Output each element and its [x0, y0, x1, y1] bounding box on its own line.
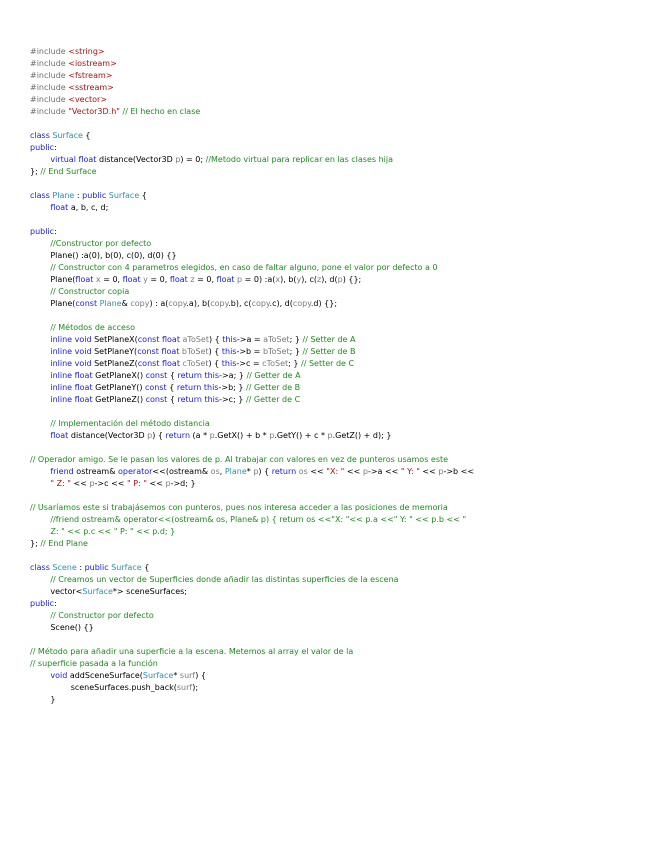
code-token-normal: = 0, — [194, 275, 217, 284]
code-token-comment: // Getter de A — [246, 371, 301, 380]
code-token-string: <iostream> — [68, 59, 117, 68]
code-token-normal: .GetX() + b * — [214, 431, 270, 440]
code-token-normal: << — [419, 467, 439, 476]
code-line — [30, 250, 645, 262]
code-line — [30, 430, 645, 442]
code-token-normal: ->b << — [443, 467, 475, 476]
code-token-normal: ) {}; — [342, 275, 362, 284]
code-token-string: <sstream> — [68, 83, 114, 92]
code-token-comment: Z: " << p.c << " P: " << p.d; } — [50, 527, 176, 536]
code-line — [30, 358, 645, 370]
code-listing — [30, 46, 645, 706]
code-token-comment: // End Surface — [40, 167, 97, 176]
code-token-preproc: #include — [30, 83, 69, 92]
code-line — [30, 586, 645, 598]
code-token-normal: ) = 0; — [180, 155, 206, 164]
code-token-normal: .a), b( — [186, 299, 211, 308]
code-token-keyword: class — [30, 563, 53, 572]
code-token-normal: : — [54, 227, 57, 236]
code-token-comment: // Implementación del método distancia — [50, 419, 210, 428]
code-token-normal: ), c( — [301, 275, 317, 284]
code-token-param: copy — [130, 299, 150, 308]
code-token-normal: GetPlaneX() — [95, 371, 146, 380]
code-token-keyword: inline void — [50, 347, 95, 356]
code-token-param: p — [165, 479, 171, 488]
code-line — [30, 610, 645, 622]
code-token-normal: ) { — [195, 671, 207, 680]
code-token-comment: // Métodos de acceso — [50, 323, 136, 332]
code-line — [30, 490, 645, 502]
code-token-keyword: const — [75, 299, 100, 308]
code-token-normal: a, b, c, d; — [70, 203, 109, 212]
code-token-param: p — [438, 467, 444, 476]
code-line — [30, 202, 645, 214]
code-line — [30, 262, 645, 274]
code-token-normal: ->b; } — [218, 383, 247, 392]
code-line — [30, 526, 645, 538]
code-token-keyword: float — [50, 203, 71, 212]
code-token-string: " Y: " — [400, 467, 420, 476]
code-token-param: cToSet — [262, 359, 289, 368]
code-token-normal: << — [70, 479, 90, 488]
code-token-normal — [30, 203, 50, 212]
code-token-param: z — [190, 275, 195, 284]
code-token-param: p — [209, 431, 215, 440]
code-token-normal — [30, 287, 50, 296]
code-token-param: x — [275, 275, 281, 284]
code-token-normal: <<(ostream& — [152, 467, 211, 476]
code-token-keyword: return this — [177, 371, 220, 380]
code-token-keyword: this — [221, 347, 237, 356]
code-line — [30, 178, 645, 190]
code-line — [30, 82, 645, 94]
code-line — [30, 298, 645, 310]
code-token-keyword: float — [122, 275, 144, 284]
code-token-normal: ->d; } — [170, 479, 196, 488]
code-line — [30, 658, 645, 670]
code-token-type: Surface — [52, 131, 83, 140]
code-line — [30, 130, 645, 142]
code-token-comment: // End Plane — [40, 539, 88, 548]
code-token-string: <vector> — [68, 95, 108, 104]
code-token-preproc: #include — [30, 71, 69, 80]
code-line — [30, 538, 645, 550]
code-token-keyword: inline float — [50, 371, 96, 380]
code-token-preproc: #include — [30, 107, 69, 116]
code-token-normal — [30, 371, 50, 380]
code-token-keyword: class — [30, 131, 53, 140]
code-token-normal: ) { — [258, 467, 272, 476]
code-token-normal — [30, 335, 50, 344]
code-line — [30, 286, 645, 298]
code-line — [30, 478, 645, 490]
code-line — [30, 442, 645, 454]
code-token-keyword: this — [221, 359, 237, 368]
code-token-param: p — [327, 431, 333, 440]
code-line — [30, 454, 645, 466]
code-token-normal: << — [147, 479, 166, 488]
code-token-keyword: operator — [118, 467, 153, 476]
code-token-normal: }; — [30, 539, 41, 548]
code-token-normal: * — [173, 671, 180, 680]
code-token-param: copy — [210, 299, 229, 308]
code-token-keyword: public — [30, 599, 55, 608]
code-token-normal: ; } — [289, 347, 303, 356]
code-token-keyword: this — [222, 335, 237, 344]
code-token-normal: addSceneSurface( — [69, 671, 143, 680]
code-token-normal: *> sceneSurfaces; — [112, 587, 187, 596]
code-line — [30, 154, 645, 166]
code-token-normal: .d) {}; — [310, 299, 338, 308]
code-token-normal: ) : a( — [149, 299, 169, 308]
code-token-param: copy — [251, 299, 270, 308]
code-line — [30, 310, 645, 322]
code-token-param: y — [296, 275, 302, 284]
code-token-keyword: inline float — [50, 383, 96, 392]
code-token-normal: distance(Vector3D — [70, 431, 148, 440]
code-line — [30, 322, 645, 334]
code-token-comment: // Getter de B — [246, 383, 301, 392]
code-line — [30, 166, 645, 178]
code-token-keyword: public — [84, 563, 112, 572]
code-token-param: p — [362, 467, 368, 476]
code-line — [30, 598, 645, 610]
code-token-normal: Scene() {} — [30, 623, 94, 632]
code-token-normal: ; } — [288, 359, 302, 368]
code-token-keyword: class — [30, 191, 53, 200]
code-token-normal: { — [166, 383, 177, 392]
code-token-keyword: const — [145, 395, 168, 404]
code-token-param: aToSet — [182, 335, 209, 344]
code-token-type: Plane — [224, 467, 247, 476]
code-token-normal: : — [54, 143, 57, 152]
code-token-normal: = 0, — [147, 275, 170, 284]
code-line — [30, 646, 645, 658]
code-line — [30, 46, 645, 58]
code-token-keyword: const — [145, 383, 167, 392]
code-line — [30, 274, 645, 286]
code-token-normal: & — [121, 299, 131, 308]
code-token-keyword: float — [216, 275, 238, 284]
code-token-comment: // Creamos un vector de Superficies donde añadir las distintas superficies de la escena — [50, 575, 399, 584]
code-line — [30, 394, 645, 406]
code-token-normal: = 0) :a( — [242, 275, 276, 284]
code-token-type: Surface — [111, 563, 142, 572]
code-line — [30, 382, 645, 394]
code-line — [30, 190, 645, 202]
code-token-keyword: return — [165, 431, 191, 440]
code-line — [30, 574, 645, 586]
code-token-keyword: float — [75, 275, 96, 284]
code-token-comment: // Constructor con 4 parametros elegidos, en caso de faltar alguno, pone el valor por defecto a 0 — [50, 263, 438, 272]
code-token-normal — [30, 239, 50, 248]
code-token-keyword: void — [50, 671, 70, 680]
code-token-keyword: float — [169, 275, 191, 284]
code-token-normal — [30, 155, 50, 164]
code-token-keyword: return this — [176, 383, 219, 392]
code-token-comment: //Constructor por defecto — [50, 239, 152, 248]
code-token-keyword: public — [82, 191, 109, 200]
code-token-normal: ->c; } — [219, 395, 246, 404]
code-token-param: cToSet — [182, 359, 209, 368]
code-token-string: "Vector3D.h" — [68, 107, 120, 116]
code-token-normal: .GetZ() + d); } — [332, 431, 392, 440]
code-token-normal: SetPlaneZ( — [94, 359, 138, 368]
code-token-param: p — [269, 431, 275, 440]
code-token-normal — [30, 611, 50, 620]
code-token-param: z — [317, 275, 322, 284]
code-token-normal: ->b = — [236, 347, 263, 356]
code-token-comment: // Usaríamos este si trabajásemos con punteros, pues nos interesa acceder a las posiciones de memoria — [30, 503, 448, 512]
code-token-normal: { — [139, 191, 147, 200]
code-token-param: p — [237, 275, 243, 284]
code-token-string: "X: " — [326, 467, 345, 476]
code-token-normal: .GetY() + c * — [274, 431, 328, 440]
code-line — [30, 622, 645, 634]
code-token-normal: << — [344, 467, 363, 476]
code-token-type: Plane — [99, 299, 122, 308]
code-token-type: Surface — [142, 671, 174, 680]
code-token-string: <fstream> — [68, 71, 113, 80]
code-token-comment: // Método para añadir una superficie a la escena. Metemos al array el valor de la — [30, 647, 354, 656]
code-token-normal: { — [141, 563, 150, 572]
code-line — [30, 238, 645, 250]
code-token-normal — [30, 467, 50, 476]
code-token-param: surf — [179, 671, 196, 680]
code-token-normal: ostream& — [76, 467, 119, 476]
code-token-keyword: public — [30, 227, 55, 236]
code-line — [30, 562, 645, 574]
code-token-normal — [30, 323, 50, 332]
code-token-normal: : — [76, 563, 85, 572]
code-line — [30, 502, 645, 514]
code-line — [30, 214, 645, 226]
code-token-comment: // Setter de B — [302, 347, 356, 356]
code-line — [30, 406, 645, 418]
code-token-normal — [30, 527, 50, 536]
code-token-keyword: public — [30, 143, 55, 152]
code-token-keyword: inline void — [50, 359, 95, 368]
code-token-comment: // Setter de A — [302, 335, 356, 344]
code-token-normal: << — [307, 467, 327, 476]
code-token-param: p — [253, 467, 259, 476]
code-token-param: os — [210, 467, 220, 476]
code-token-type: Scene — [52, 563, 77, 572]
code-token-normal: ) { — [152, 431, 166, 440]
code-token-string: " P: " — [127, 479, 147, 488]
code-line — [30, 670, 645, 682]
code-line — [30, 106, 645, 118]
code-token-keyword: float — [50, 431, 71, 440]
code-token-normal: SetPlaneY( — [94, 347, 138, 356]
code-token-param: aToSet — [263, 335, 290, 344]
code-token-normal: ; } — [289, 335, 303, 344]
code-token-normal: Plane( — [30, 275, 76, 284]
code-token-normal: ) { — [208, 359, 222, 368]
code-token-comment: // Getter de C — [245, 395, 301, 404]
code-token-normal — [30, 395, 50, 404]
code-line — [30, 118, 645, 130]
code-token-normal: .c), d( — [269, 299, 293, 308]
code-line — [30, 334, 645, 346]
code-token-normal — [30, 347, 50, 356]
code-token-param: p — [147, 431, 153, 440]
code-line — [30, 370, 645, 382]
code-token-normal: ->c = — [236, 359, 263, 368]
code-line — [30, 634, 645, 646]
code-line — [30, 694, 645, 706]
code-token-normal: , — [219, 467, 225, 476]
code-line — [30, 142, 645, 154]
code-token-normal: ) { — [208, 347, 222, 356]
code-line — [30, 418, 645, 430]
code-token-normal: sceneSurfaces.push_back( — [30, 683, 177, 692]
code-token-param: x — [95, 275, 101, 284]
code-token-normal: Plane() :a(0), b(0), c(0), d(0) {} — [30, 251, 177, 260]
code-token-keyword: virtual float — [50, 155, 99, 164]
code-token-keyword: inline float — [50, 395, 96, 404]
code-line — [30, 346, 645, 358]
code-token-preproc: #include — [30, 59, 69, 68]
code-token-param: bToSet — [181, 347, 209, 356]
code-line — [30, 226, 645, 238]
code-token-normal: { — [82, 131, 91, 140]
code-token-param: surf — [176, 683, 193, 692]
code-token-keyword: const float — [137, 347, 182, 356]
code-token-comment: //Metodo virtual para replicar en las clases hija — [205, 155, 394, 164]
code-token-normal — [30, 419, 50, 428]
code-token-normal: ), b( — [280, 275, 297, 284]
code-token-param: copy — [168, 299, 187, 308]
code-token-normal — [30, 479, 50, 488]
code-token-type: Surface — [82, 587, 113, 596]
code-token-string: <string> — [68, 47, 105, 56]
code-line — [30, 550, 645, 562]
code-token-keyword: inline void — [50, 335, 95, 344]
code-token-normal: } — [30, 695, 56, 704]
code-token-normal: : — [54, 599, 57, 608]
code-token-keyword: friend — [50, 467, 77, 476]
code-token-normal — [30, 431, 50, 440]
code-token-normal: Plane( — [30, 299, 76, 308]
code-token-keyword: const — [145, 371, 168, 380]
code-token-normal: ), d( — [321, 275, 338, 284]
code-token-comment: // El hecho en clase — [119, 107, 201, 116]
code-token-keyword: const float — [137, 335, 183, 344]
code-token-normal: ->a = — [236, 335, 264, 344]
code-line — [30, 682, 645, 694]
code-token-keyword: return — [271, 467, 299, 476]
code-token-comment: // superficie pasada a la función — [30, 659, 158, 668]
code-token-keyword: return this — [177, 395, 220, 404]
code-token-param: y — [143, 275, 148, 284]
code-token-comment: // Constructor por defecto — [50, 611, 154, 620]
code-token-normal: ->a; } — [219, 371, 247, 380]
code-token-comment: // Constructor copia — [50, 287, 130, 296]
code-token-normal — [30, 575, 50, 584]
code-token-normal: : — [74, 191, 83, 200]
code-token-normal: (a * — [190, 431, 210, 440]
code-token-normal — [30, 671, 50, 680]
code-token-normal: vector< — [30, 587, 83, 596]
code-token-normal: { — [167, 371, 178, 380]
code-token-preproc: #include — [30, 47, 69, 56]
code-token-normal: ->a << — [367, 467, 401, 476]
code-token-string: " Z: " — [50, 479, 71, 488]
code-token-normal — [30, 383, 50, 392]
code-token-type: Plane — [52, 191, 75, 200]
code-token-param: p — [175, 155, 181, 164]
code-token-normal: = 0, — [100, 275, 123, 284]
code-token-param: p — [337, 275, 343, 284]
code-token-normal — [30, 263, 50, 272]
code-line — [30, 514, 645, 526]
code-token-param: bToSet — [262, 347, 290, 356]
code-token-normal: GetPlaneZ() — [95, 395, 146, 404]
code-token-preproc: #include — [30, 95, 69, 104]
code-token-normal — [30, 359, 50, 368]
code-token-normal: GetPlaneY() — [95, 383, 146, 392]
code-token-normal: }; — [30, 167, 41, 176]
code-token-keyword: const float — [137, 359, 183, 368]
code-token-comment: // Setter de C — [301, 359, 355, 368]
code-token-normal: ->c << — [94, 479, 128, 488]
code-token-normal: ); — [192, 683, 199, 692]
code-line — [30, 58, 645, 70]
code-line — [30, 94, 645, 106]
code-token-comment: //friend ostream& operator<<(ostream& os, Plane& p) { return os <<"X: "<< p.a <<" Y: " << p.b << " — [50, 515, 467, 524]
code-token-normal: ) { — [208, 335, 223, 344]
code-token-normal: SetPlaneX( — [94, 335, 138, 344]
code-token-normal: distance(Vector3D — [98, 155, 176, 164]
code-token-param: os — [298, 467, 308, 476]
code-token-normal — [30, 515, 50, 524]
code-token-normal: { — [167, 395, 178, 404]
code-token-param: p — [89, 479, 95, 488]
code-token-comment: // Operador amigo. Se le pasan los valores de p. Al trabajar con valores en vez de punteros usamos este — [30, 455, 449, 464]
code-token-normal: .b), c( — [228, 299, 252, 308]
code-line — [30, 70, 645, 82]
code-line — [30, 466, 645, 478]
code-token-normal: * — [246, 467, 254, 476]
code-token-param: copy — [292, 299, 311, 308]
code-token-type: Surface — [108, 191, 140, 200]
